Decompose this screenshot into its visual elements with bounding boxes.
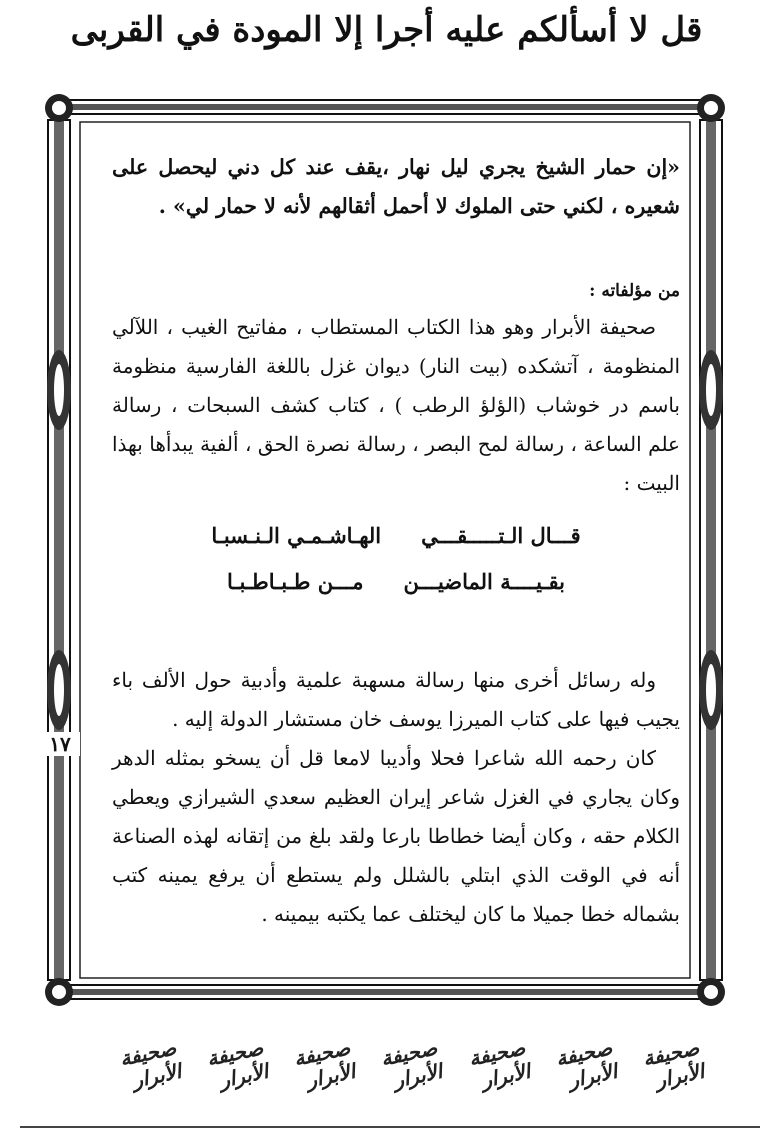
poem-verse (112, 559, 680, 605)
footer-calligraphy-strip (92, 1035, 707, 1098)
biography-paragraph: كان رحمه الله شاعرا فحلا وأديبا لامعا قل أن يسخو بمثله الدهر وكان يجاري في الغزل شاعر إيران العظيم سعدي الشيرازي ويعطي الكلام حقه ، وكان أيضا خطاطا بارعا ولقد بلغ من إتقانه لهذه الصناعة أنه في الوقت الذي ابتلي بالشلل ولم يستطع أن يرفع يمينه كتب بشماله خطا جميلا ما كان ليختلف عما يكتبه بيمينه . (112, 746, 680, 926)
verse-hemistich: الهـاشـمـي الـنـسبـا (211, 523, 382, 548)
other-treatises-paragraph: وله رسائل أخرى منها رسالة مسهبة علمية وأدبية حول الألف باء يجيب فيها على كتاب الميرزا يوسف خان مستشار الدولة إليه . (112, 668, 680, 731)
page-body (112, 148, 680, 934)
verse-hemistich: قـــال الـتـــــقـــي (421, 523, 581, 548)
footer-book-title: صحيفة الأبرار (117, 1035, 184, 1093)
quote-paragraph: «إن حمار الشيخ يجري ليل نهار ،يقف عند كل دني ليحصل على شعيره ، لكني حتى الملوك لا أحمل أثقالهم لأنه لا حمار لي» . (112, 155, 680, 218)
footer-book-title: صحيفة الأبرار (553, 1035, 619, 1093)
footer-book-title: صحيفة الأبرار (466, 1035, 532, 1093)
poem-block (112, 513, 680, 605)
verse-hemistich: مـــن طـبـاطـبـا (226, 569, 364, 594)
poem-verse (112, 513, 680, 559)
footer-book-title: صحيفة الأبرار (204, 1035, 271, 1093)
bottom-rule-line (20, 1126, 760, 1128)
footer-book-title: صحيفة الأبرار (640, 1035, 707, 1093)
footer-book-title: صحيفة الأبرار (379, 1035, 445, 1093)
works-paragraph: صحيفة الأبرار وهو هذا الكتاب المستطاب ، مفاتيح الغيب ، اللآلي المنظومة ، آتشكده (بيت النار) ديوان غزل باللغة الفارسية منظومة باسم در خوشاب (الؤلؤ الرطب ) ، كتاب كشف السبحات ، رسالة علم الساعة ، رسالة لمح البصر ، رسالة نصرة الحق ، ألفية يبدأها بهذا البيت : (112, 315, 680, 495)
page-number: ١٧ (40, 732, 80, 756)
page-header-calligraphy: قل لا أسألكم عليه أجرا إلا المودة في القربى (70, 10, 703, 50)
footer-book-title: صحيفة الأبرار (291, 1035, 358, 1093)
verse-hemistich: بقـيــــة الماضيـــن (403, 569, 566, 594)
section-heading: من مؤلفاته : (589, 281, 680, 301)
